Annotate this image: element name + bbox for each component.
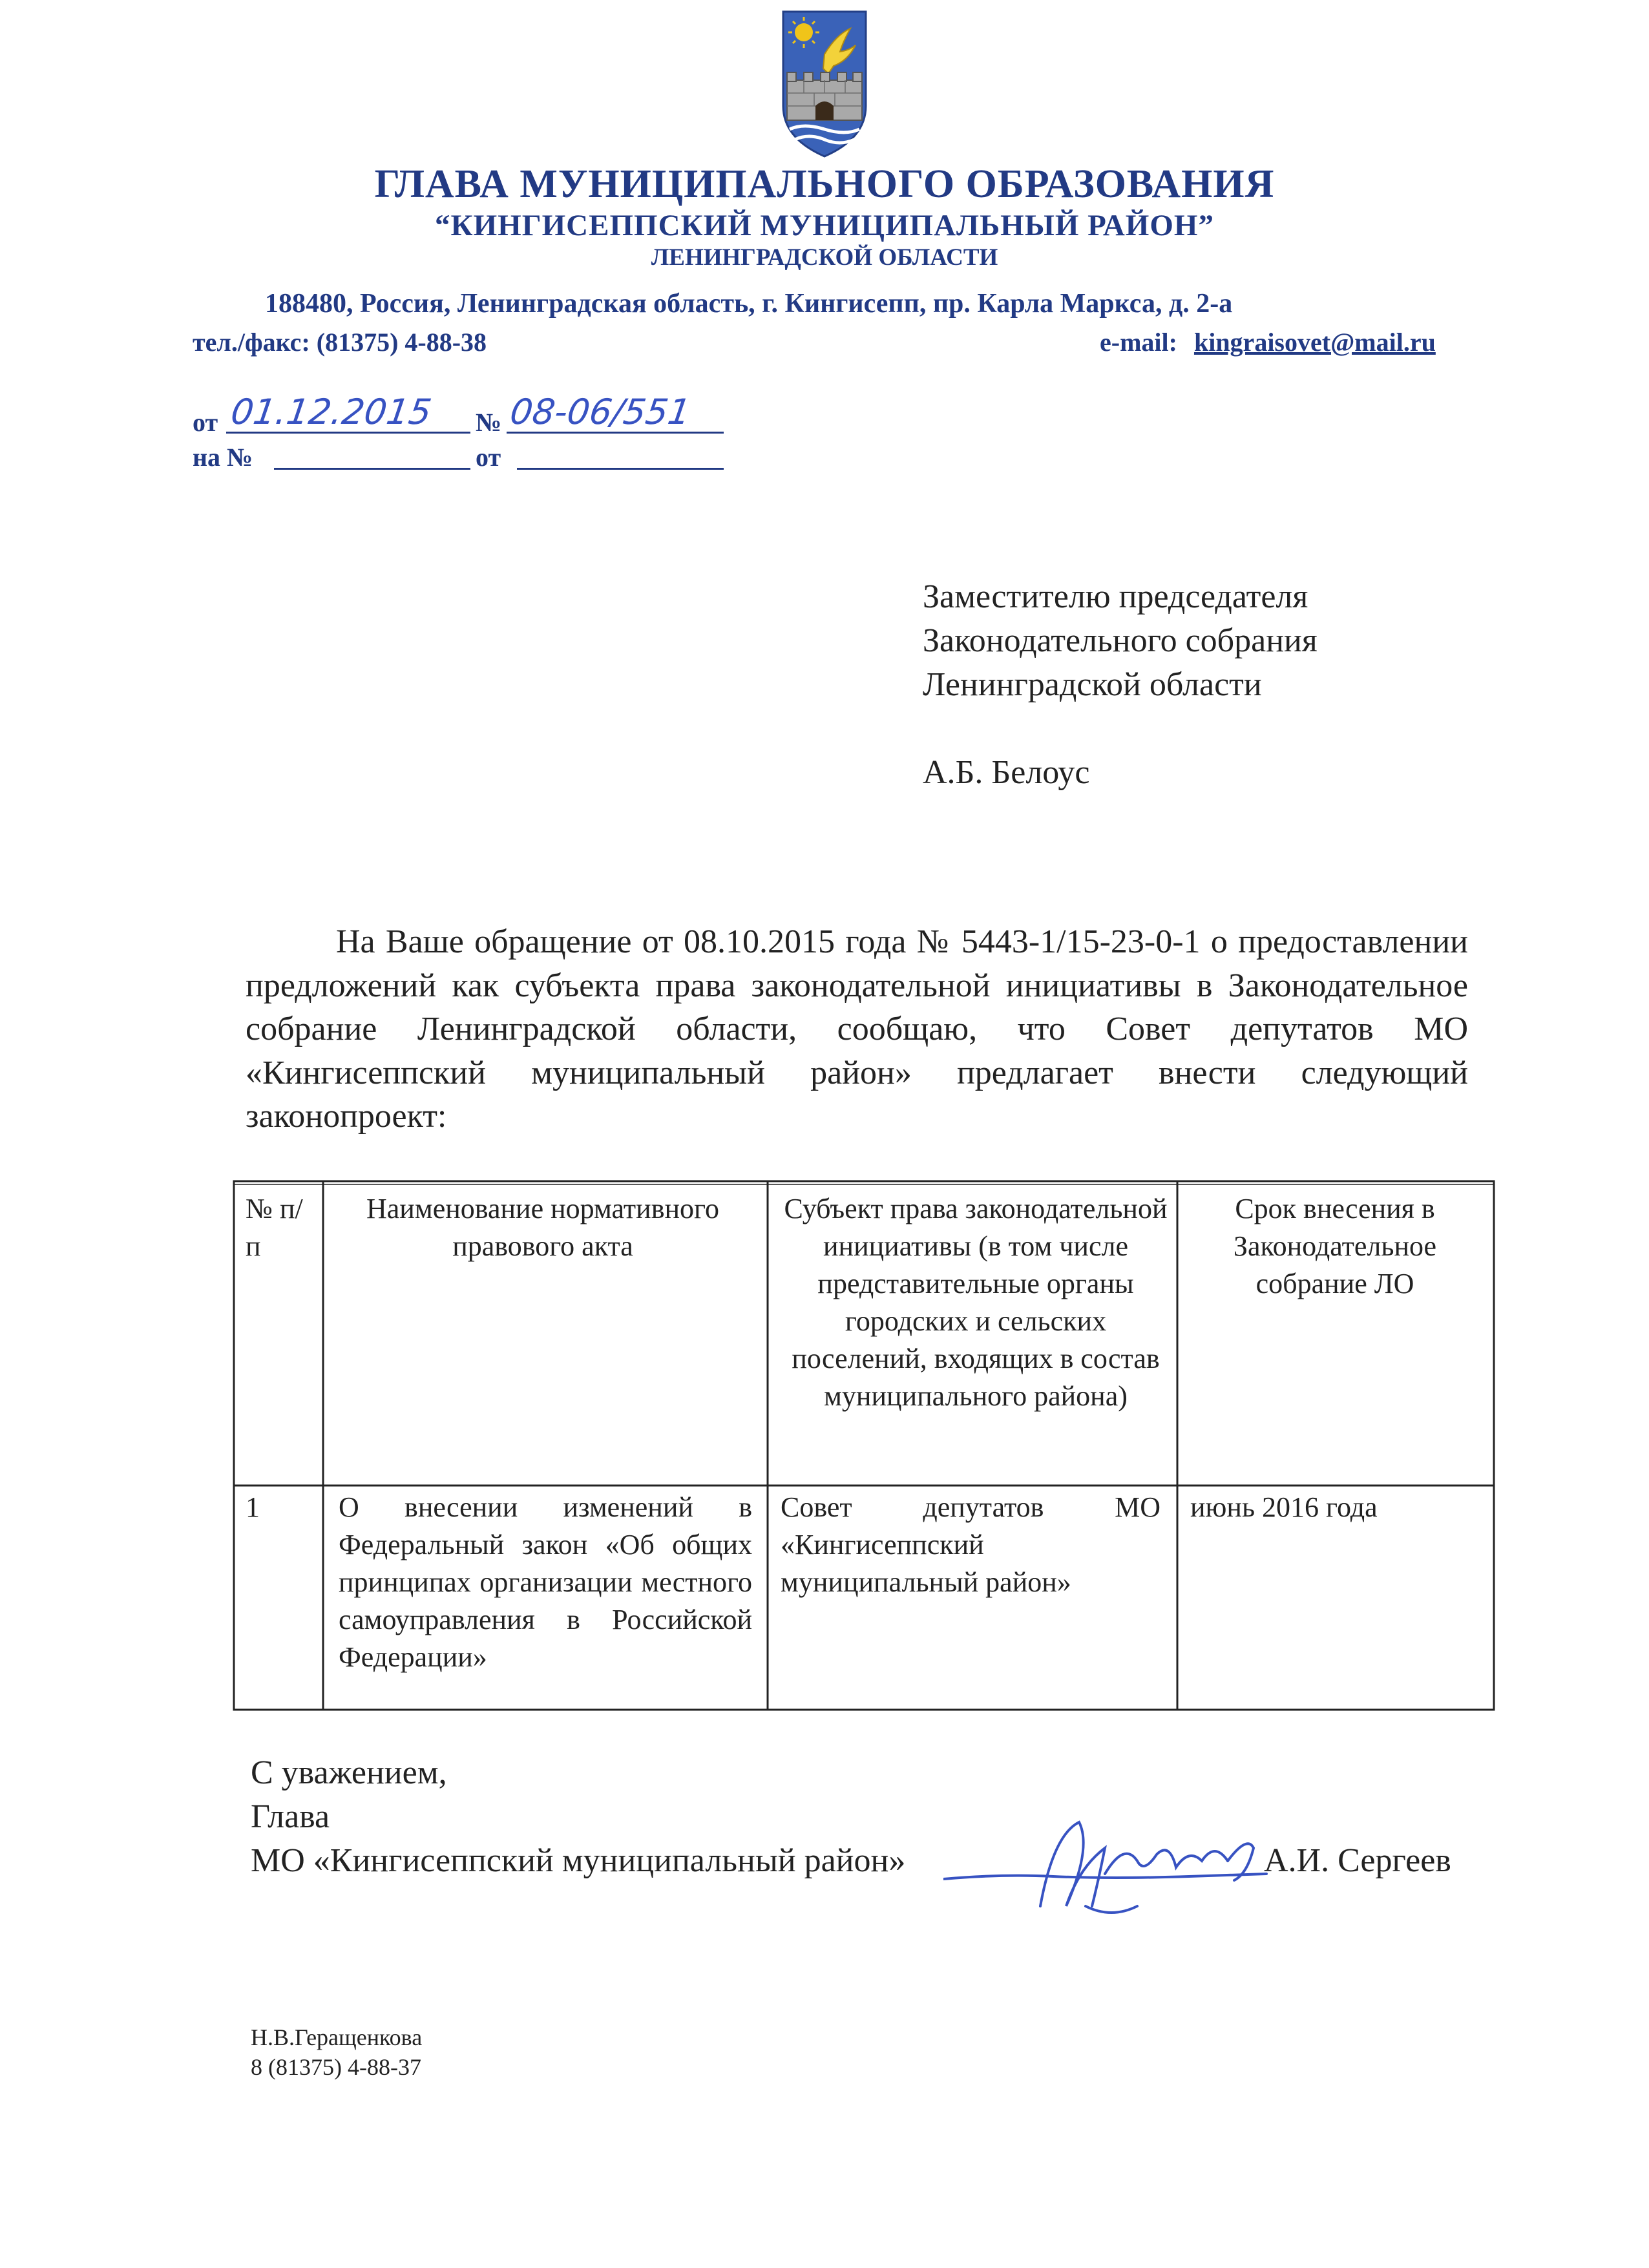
table-header-act-name: Наименование нормативного правового акта [366, 1193, 719, 1262]
addressee-name: А.Б. Белоус [923, 754, 1090, 791]
addressee-line-3: Ленинградской области [923, 666, 1262, 703]
reply-from-underline [517, 468, 724, 470]
table-cell-number: 1 [246, 1491, 260, 1523]
number-label: № [476, 408, 502, 437]
letterhead-address: 188480, Россия, Ленинградская область, г. Кингисепп, пр. Карла Маркса, д. 2-а [265, 289, 1233, 319]
handwritten-date: 01.12.2015 [228, 392, 434, 432]
email-label: e-mail: [1100, 328, 1177, 357]
addressee-line-2: Законодательного собрания [923, 622, 1318, 659]
reply-from-label: от [476, 443, 501, 472]
table-cell-act-name: О внесении изменений в Федеральный закон «Об общих принципах организации местного самоуправления в Российской Федерации» [339, 1491, 752, 1673]
table-header-initiative-subject: Субъект права законодательной инициативы (в том числе представительные органы городских и сельских поселений, входящих в состав муниципального района) [784, 1193, 1168, 1412]
addressee-line-1: Заместителю председателя [923, 578, 1308, 615]
closing-regards: С уважением, [251, 1754, 447, 1791]
closing-position-2: МО «Кингисеппский муниципальный район» [251, 1842, 906, 1879]
table-cell-submission-term: июнь 2016 года [1190, 1491, 1378, 1523]
reply-number-underline [274, 468, 470, 470]
executor-phone: 8 (81375) 4-88-37 [251, 2054, 421, 2080]
letterhead-district: “КИНГИСЕППСКИЙ МУНИЦИПАЛЬНЫЙ РАЙОН” [435, 209, 1214, 242]
table-header-number: № п/п [246, 1193, 303, 1262]
email-link[interactable]: kingraisovet@mail.ru [1193, 328, 1436, 357]
letterhead-title: ГЛАВА МУНИЦИПАЛЬНОГО ОБРАЗОВАНИЯ [374, 162, 1275, 206]
from-label: от [193, 408, 218, 437]
closing-position-1: Глава [251, 1798, 330, 1835]
letterhead-region: ЛЕНИНГРАДСКОЙ ОБЛАСТИ [651, 244, 998, 271]
letterhead-phone: тел./факс: (81375) 4-88-38 [193, 328, 487, 357]
table-header-submission-term: Срок внесения в Законодательное собрание ЛО [1233, 1193, 1437, 1299]
handwritten-signature [943, 1809, 1279, 1926]
letter-body-paragraph: На Ваше обращение от 08.10.2015 года № 5443-1/15-23-0-1 о предоставлении предложений как субъекта права законодательной инициативы в Законодательное собрание Ленинградской области, сообщаю, что Совет депутатов МО «Кингисеппский муниципальный район» предлагает внести следующий законопроект: [246, 923, 1468, 1135]
letterhead-email-block [1100, 327, 1436, 357]
reply-number-label: на № [193, 443, 253, 472]
coat-of-arms-emblem [778, 9, 871, 159]
executor-name: Н.В.Геращенкова [251, 2024, 423, 2050]
signer-name: А.И. Сергеев [1264, 1842, 1451, 1879]
table-cell-initiative-subject: Совет депутатов МО «Кингисеппский муниципальный район» [781, 1491, 1161, 1598]
handwritten-number: 08-06/551 [507, 392, 693, 432]
